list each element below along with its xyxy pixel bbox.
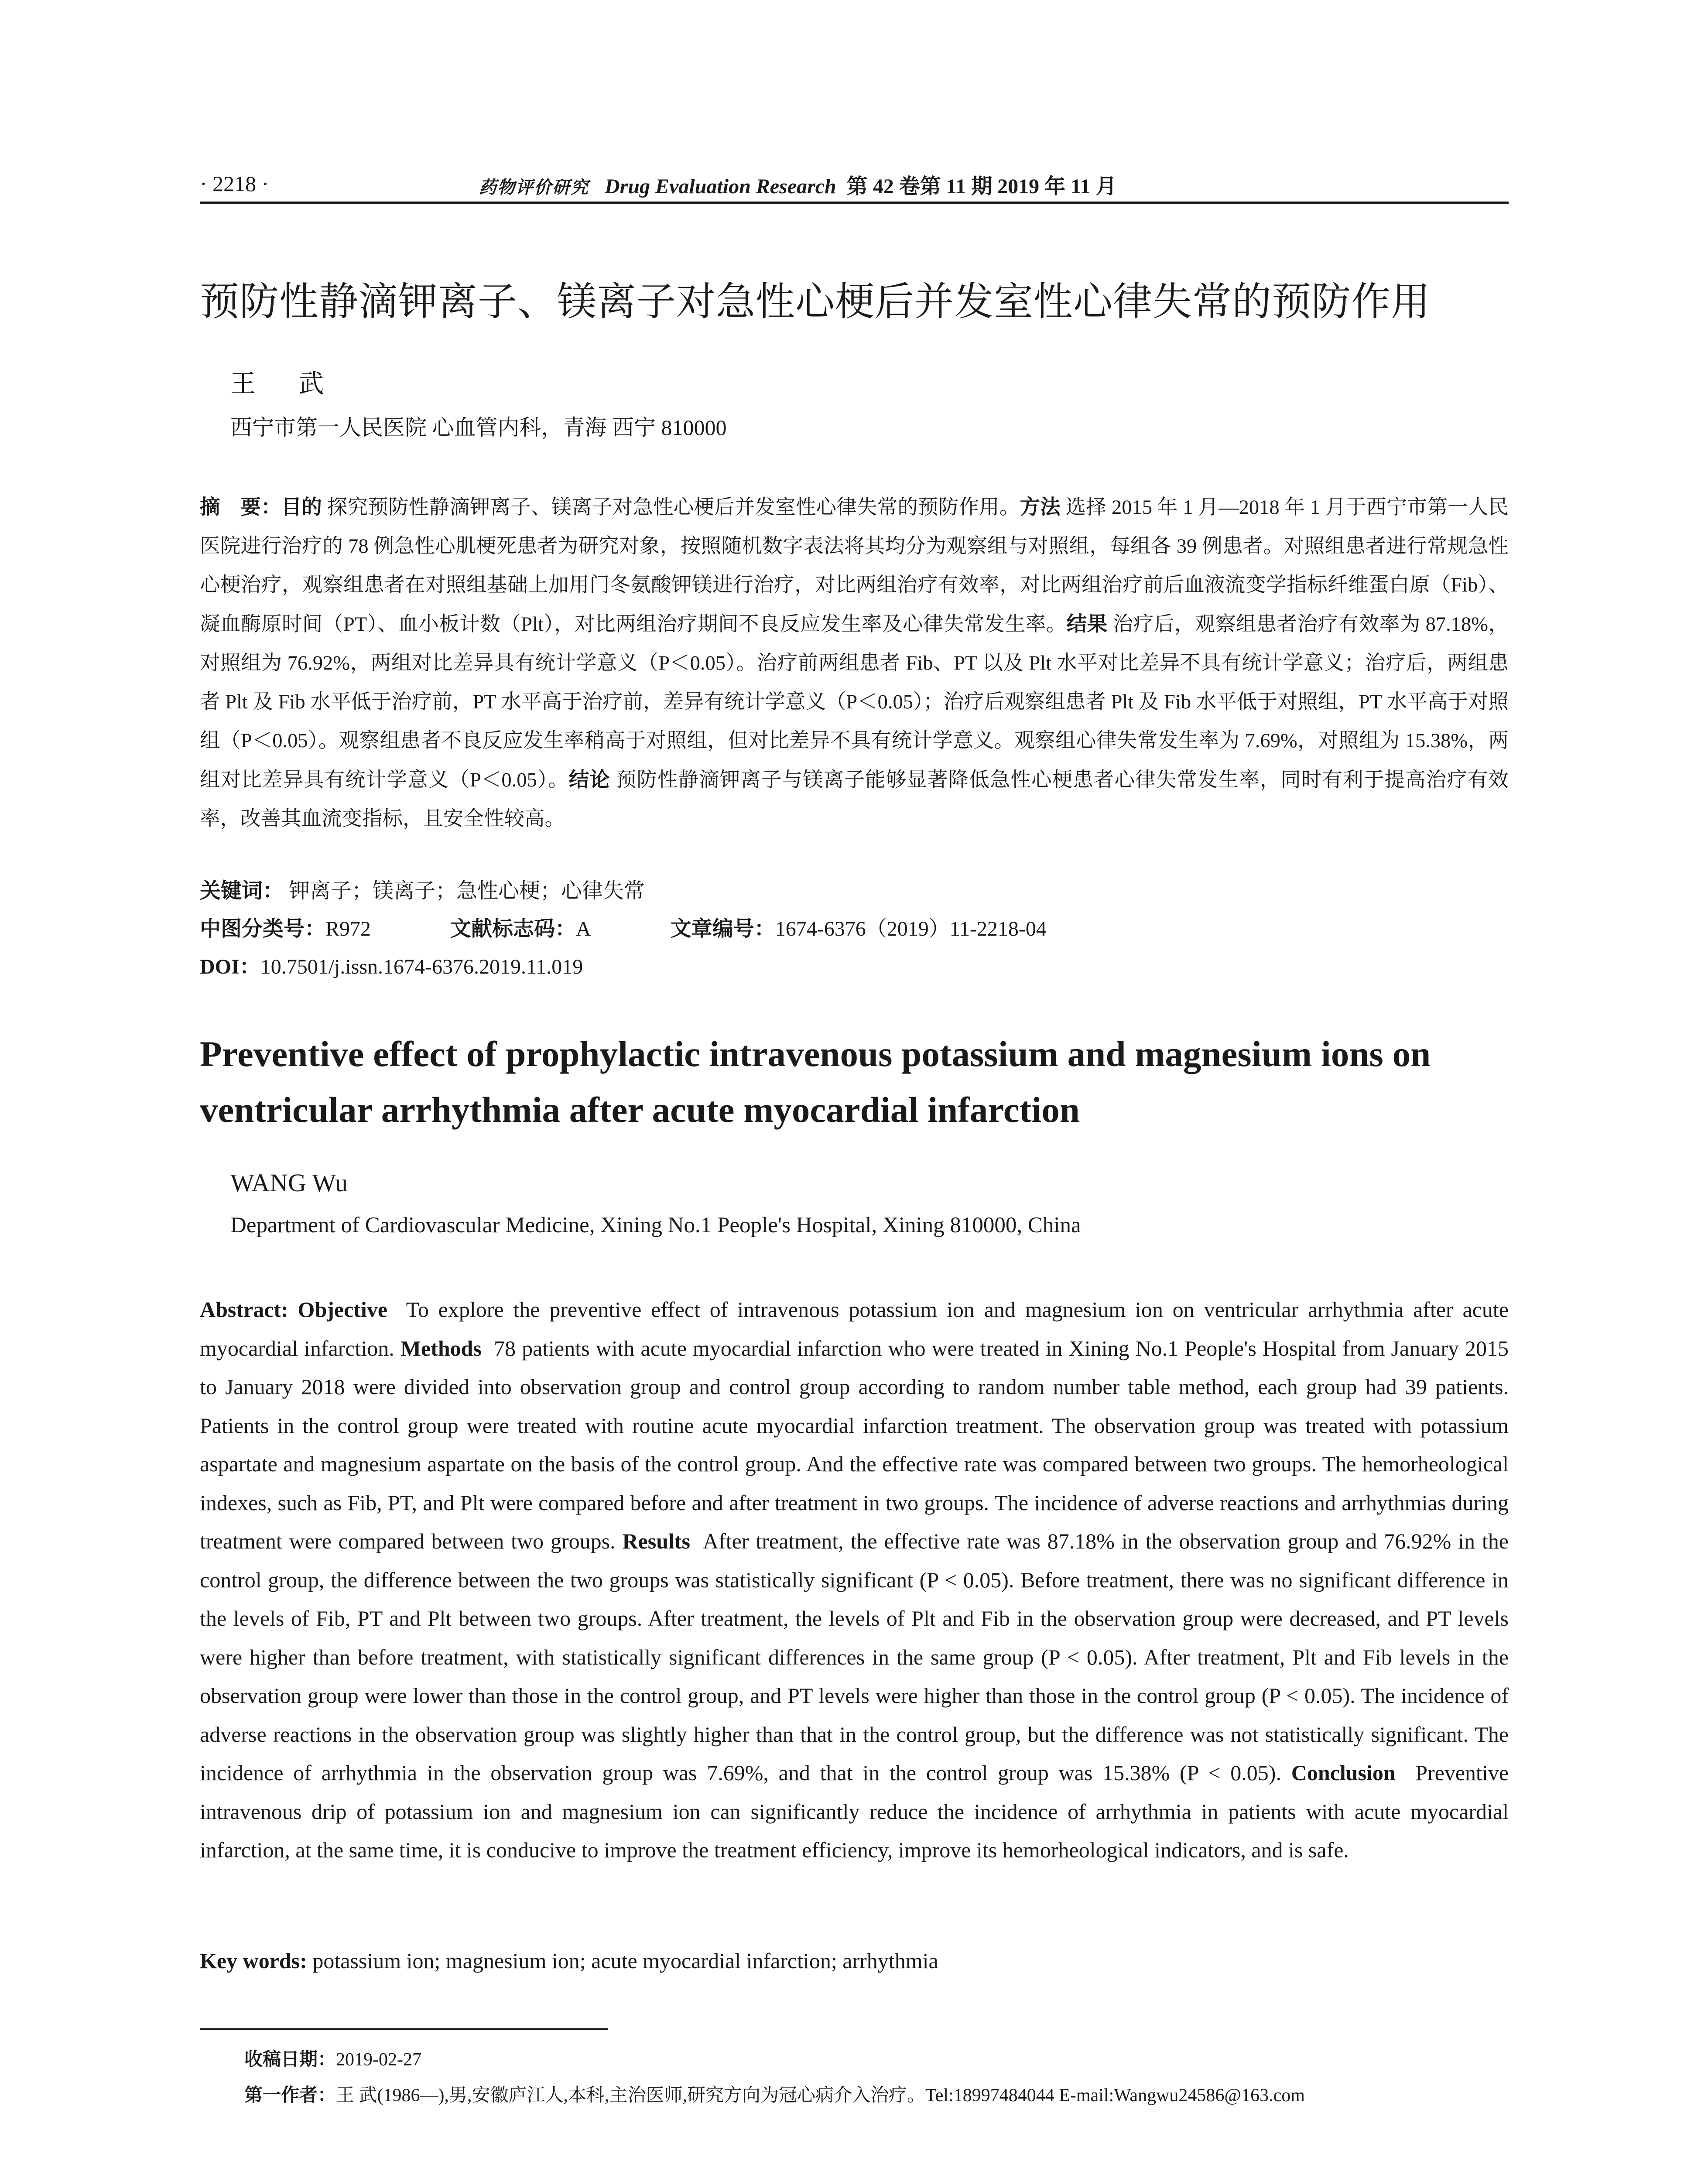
abstract-en-label: Abstract: bbox=[200, 1297, 288, 1322]
methods-en: 78 patients with acute myocardial infarction who were treated in Xining No.1 People's Hospital from January 2015 to January 2018 were divided into observation group and control group according to random number table method, each group had 39 patients. Patients in the control group were treated with routine acute myocardial infarction treatment. The observation group was treated with potassium aspartate and magnesium aspartate on the basis of the control group. And the effective rate was compared between two groups. The hemorheological indexes, such as Fib, PT, and Plt were compared before and after treatment in two groups. The incidence of adverse reactions and arrhythmias during treatment were compared between two groups. bbox=[200, 1336, 1509, 1553]
objective-en: To explore the preventive effect of intravenous potassium ion and magnesium ion on ventricular arrhythmia after acute myocardial infarction. bbox=[200, 1297, 1509, 1361]
methods-en-label: Methods bbox=[400, 1336, 482, 1361]
journal-issue: 第 42 卷第 11 期 2019 年 11 月 bbox=[846, 175, 1117, 198]
doi bbox=[200, 950, 583, 980]
clc-value: R972 bbox=[325, 917, 371, 940]
clc-label: 中图分类号： bbox=[200, 916, 326, 941]
doc-code-label: 文献标志码： bbox=[450, 916, 576, 941]
affiliation-cn: 西宁市第一人民医院 心血管内科，青海 西宁 810000 bbox=[230, 415, 727, 440]
methods-cn: 选择 2015 年 1 月—2018 年 1 月于西宁市第一人民医院进行治疗的 78 例急性心肌梗死患者为研究对象，按照随机数字表法将其均分为观察组与对照组，每组各 39 例患者。对照组患者进行常规急性心梗治疗，观察组患者在对照组基础上加用门冬氨酸钾镁进行治疗，对比两组治疗有效率，对比两组治疗前后血液流变学指标纤维蛋白原（Fib）、凝血酶原时间（PT）、血小板计数（Plt），对比两组治疗期间不良反应发生率及心律失常发生率。 bbox=[200, 496, 1509, 636]
results-cn: 治疗后，观察组患者治疗有效率为 87.18%，对照组为 76.92%，两组对比差异具有统计学意义（P＜0.05）。治疗前两组患者 Fib、PT 以及 Plt 水平对比差异不具有统计学意义；治疗后，两组患者 Plt 及 Fib 水平低于治疗前，PT 水平高于治疗前，差异有统计学意义（P＜0.05）；治疗后观察组患者 Plt 及 Fib 水平低于对照组，PT 水平高于对照组（P＜0.05）。观察组患者不良反应发生率稍高于对照组，但对比差异不具有统计学意义。观察组心律失常发生率为 7.69%，对照组为 15.38%，两组对比差异具有统计学意义（P＜0.05）。 bbox=[200, 613, 1509, 791]
conclusion-cn: 预防性静滴钾离子与镁离子能够显著降低急性心梗患者心律失常发生率，同时有利于提高治疗有效率，改善其血流变指标，且安全性较高。 bbox=[200, 769, 1509, 830]
classification-meta bbox=[200, 912, 1047, 942]
journal-cn-logo: 药物评价研究 bbox=[479, 178, 589, 198]
methods-cn-label: 方法 bbox=[1020, 495, 1061, 519]
journal-name bbox=[479, 169, 1116, 199]
keywords-cn-value: 钾离子；镁离子；急性心梗；心律失常 bbox=[289, 879, 645, 902]
objective-cn-label: 目的 bbox=[281, 495, 322, 519]
received-date bbox=[244, 2045, 421, 2071]
abstract-cn-label: 摘 要： bbox=[200, 495, 281, 519]
results-cn-label: 结果 bbox=[1066, 612, 1108, 636]
author-en: WANG Wu bbox=[230, 1169, 348, 1197]
title-en: Preventive effect of prophylactic intravenous potassium and magnesium ions on ventricular arrhythmia after acute myocardial infarction bbox=[200, 1034, 1431, 1130]
conclusion-en-label: Conclusion bbox=[1291, 1761, 1396, 1785]
footnote-rule bbox=[200, 2028, 608, 2030]
first-author-label: 第一作者： bbox=[244, 2084, 336, 2106]
keywords-en-label: Key words: bbox=[200, 1949, 307, 1973]
abstract-cn bbox=[200, 488, 1509, 838]
running-header bbox=[200, 171, 1509, 206]
keywords-en bbox=[200, 1948, 938, 1973]
received-label: 收稿日期： bbox=[244, 2048, 336, 2070]
results-en-label: Results bbox=[622, 1529, 691, 1553]
page-number: · 2218 · bbox=[200, 171, 269, 196]
doi-value: 10.7501/j.issn.1674-6376.2019.11.019 bbox=[260, 955, 583, 978]
keywords-en-value: potassium ion; magnesium ion; acute myocardial infarction; arrhythmia bbox=[312, 1949, 938, 1973]
keywords-cn bbox=[200, 874, 645, 904]
received-value: 2019-02-27 bbox=[336, 2050, 421, 2070]
author-cn: 王 武 bbox=[230, 369, 342, 398]
abstract-en bbox=[200, 1290, 1509, 1870]
journal-en-name: Drug Evaluation Research bbox=[605, 175, 836, 198]
keywords-cn-label: 关键词： bbox=[200, 879, 284, 903]
objective-en-label: Objective bbox=[298, 1297, 388, 1322]
affiliation-en: Department of Cardiovascular Medicine, Xining No.1 People's Hospital, Xining 810000, China bbox=[230, 1213, 1081, 1237]
doc-code-value: A bbox=[576, 917, 591, 940]
conclusion-en: Preventive intravenous drip of potassium ion and magnesium ion can significantly reduce the incidence of arrhythmia in patients with acute myocardial infarction, at the same time, it is conducive to improve the treatment efficiency, improve its hemorheological indicators, and is safe. bbox=[200, 1761, 1509, 1862]
article-no-value: 1674-6376（2019）11-2218-04 bbox=[775, 917, 1047, 940]
header-rule bbox=[200, 202, 1509, 204]
doi-label: DOI： bbox=[200, 955, 260, 978]
objective-cn: 探究预防性静滴钾离子、镁离子对急性心梗后并发室性心律失常的预防作用。 bbox=[327, 496, 1020, 519]
first-author-note bbox=[244, 2081, 1305, 2107]
first-author-value: 王 武(1986—),男,安徽庐江人,本科,主治医师,研究方向为冠心病介入治疗。Tel:18997484044 E-mail:Wangwu24586@163.com bbox=[336, 2085, 1305, 2106]
title-cn: 预防性静滴钾离子、镁离子对急性心梗后并发室性心律失常的预防作用 bbox=[200, 279, 1431, 325]
results-en: After treatment, the effective rate was 87.18% in the observation group and 76.92% in the control group, the difference between the two groups was statistically significant (P < 0.05). Before treatment, there was no significant difference in the levels of Fib, PT and Plt between two groups. After treatment, the levels of Plt and Fib in the observation group were decreased, and PT levels were higher than before treatment, with statistically significant differences in the same group (P < 0.05). After treatment, Plt and Fib levels in the observation group were lower than those in the control group, and PT levels were higher than those in the control group (P < 0.05). The incidence of adverse reactions in the observation group was slightly higher than that in the control group, but the difference was not statistically significant. The incidence of arrhythmia in the observation group was 7.69%, and that in the control group was 15.38% (P < 0.05). bbox=[200, 1529, 1509, 1785]
article-no-label: 文章编号： bbox=[670, 916, 775, 941]
conclusion-cn-label: 结论 bbox=[568, 768, 611, 791]
